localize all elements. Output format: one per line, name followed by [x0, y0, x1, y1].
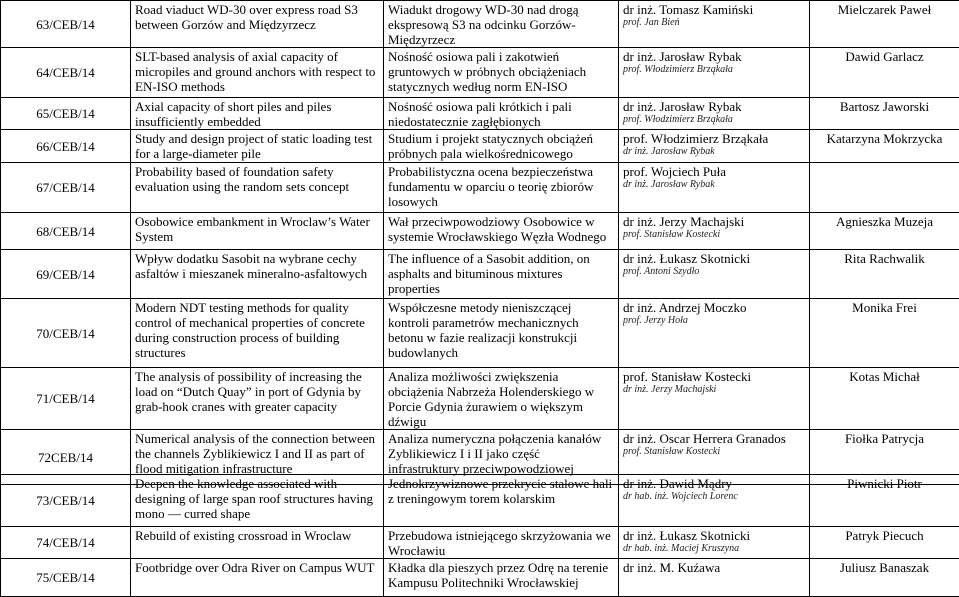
thesis-id: 75/CEB/14: [1, 559, 131, 597]
table-row: [1, 98, 959, 130]
thesis-title-pl: Nośność osiowa pali krótkich i pali niedostatecznie zagłębionych: [384, 98, 619, 130]
table-row: [1, 213, 959, 250]
co-supervisor: prof. Włodzimierz Brząkała: [623, 114, 805, 126]
thesis-title-en: Rebuild of existing crossroad in Wroclaw: [131, 527, 384, 559]
supervisor-cell: [619, 98, 810, 130]
thesis-id: 71/CEB/14: [1, 368, 131, 430]
table-row: [1, 48, 959, 98]
student-name: Fiołka Patrycja: [810, 430, 959, 485]
supervisor-cell: [619, 559, 810, 597]
co-supervisor: dr inż. Jarosław Rybak: [623, 146, 805, 158]
thesis-title-pl: Kładka dla pieszych przez Odrę na terenie Kampusu Politechniki Wrocławskiej: [384, 559, 619, 597]
thesis-title-en: Deepen the knowledge associated with designing of large span roof structures having mono — curred shape: [131, 475, 384, 527]
thesis-id: 72CEB/14: [1, 430, 131, 485]
table-row: [1, 527, 959, 559]
co-supervisor: prof. Jerzy Hoła: [623, 315, 805, 327]
supervisor: dr inż. M. Kuźawa: [623, 560, 805, 575]
student-name: Dawid Garlacz: [810, 48, 959, 98]
thesis-title-pl: Przebudowa istniejącego skrzyżowania we Wrocławiu: [384, 527, 619, 559]
co-supervisor: prof. Włodzimierz Brząkała: [623, 64, 805, 76]
student-name: Kotas Michał: [810, 368, 959, 430]
thesis-title-en: The analysis of possibility of increasing the load on “Dutch Quay” in port of Gdynia by grab-hook cranes with greater capacity: [131, 368, 384, 430]
co-supervisor: dr inż. Jerzy Machajski: [623, 384, 805, 396]
supervisor-cell: [619, 213, 810, 250]
thesis-title-pl: The influence of a Sasobit addition, on asphalts and bituminous mixtures properties: [384, 250, 619, 299]
thesis-title-pl: Analiza możliwości zwiększenia obciążenia Nabrzeża Holenderskiego w Porcie Gdynia żurawiem o większym dźwigu: [384, 368, 619, 430]
supervisor-cell: [619, 250, 810, 299]
table-row: [1, 475, 959, 527]
thesis-id: 70/CEB/14: [1, 299, 131, 368]
student-name: Rita Rachwalik: [810, 250, 959, 299]
co-supervisor: prof. Stanisław Kostecki: [623, 229, 805, 241]
table-row: [1, 559, 959, 597]
student-name: [810, 163, 959, 213]
supervisor: prof. Włodzimierz Brząkała: [623, 131, 805, 146]
thesis-title-pl: Probabilistyczna ocena bezpieczeństwa fundamentu w oparciu o teorię zbiorów losowych: [384, 163, 619, 213]
table-row: [1, 299, 959, 368]
thesis-title-en: Numerical analysis of the connection between the channels Zyblikiewicz I and II as part of flood mitigation infrastructure: [131, 430, 384, 485]
thesis-table-2: [0, 474, 959, 597]
supervisor: dr inż. Andrzej Moczko: [623, 300, 805, 315]
supervisor-cell: [619, 163, 810, 213]
student-name: Patryk Piecuch: [810, 527, 959, 559]
supervisor-cell: [619, 48, 810, 98]
student-name: Piwnicki Piotr: [810, 475, 959, 527]
co-supervisor: prof. Stanisław Kostecki: [623, 446, 805, 458]
thesis-id: 69/CEB/14: [1, 250, 131, 299]
thesis-title-en: Footbridge over Odra River on Campus WUT: [131, 559, 384, 597]
co-supervisor: prof. Antoni Szydło: [623, 266, 805, 278]
supervisor-cell: [619, 130, 810, 163]
thesis-title-pl: Nośność osiowa pali i zakotwień gruntowych w próbnych obciążeniach statycznych według norm EN-ISO: [384, 48, 619, 98]
thesis-title-pl: Analiza numeryczna połączenia kanałów Zyblikiewicz I i II jako część infrastruktury przeciwpowodziowej: [384, 430, 619, 485]
thesis-title-en: Road viaduct WD-30 over express road S3 between Gorzów and Międzyrzecz: [131, 1, 384, 48]
student-name: Katarzyna Mokrzycka: [810, 130, 959, 163]
supervisor: prof. Wojciech Puła: [623, 164, 805, 179]
supervisor-cell: [619, 299, 810, 368]
supervisor-cell: [619, 475, 810, 527]
thesis-id: 68/CEB/14: [1, 213, 131, 250]
student-name: Bartosz Jaworski: [810, 98, 959, 130]
thesis-title-pl: Wał przeciwpowodziowy Osobowice w systemie Wrocławskiego Węzła Wodnego: [384, 213, 619, 250]
table-row: [1, 130, 959, 163]
supervisor: dr inż. Jarosław Rybak: [623, 49, 805, 64]
thesis-id: 74/CEB/14: [1, 527, 131, 559]
table-row: [1, 163, 959, 213]
thesis-title-en: Wpływ dodatku Sasobit na wybrane cechy asfaltów i mieszanek mineralno-asfaltowych: [131, 250, 384, 299]
thesis-title-en: Modern NDT testing methods for quality control of mechanical properties of concrete during construction process of building structures: [131, 299, 384, 368]
thesis-title-en: Study and design project of static loading test for a large-diameter pile: [131, 130, 384, 163]
supervisor: dr inż. Łukasz Skotnicki: [623, 528, 805, 543]
supervisor: prof. Stanisław Kostecki: [623, 369, 805, 384]
student-name: Mielczarek Paweł: [810, 1, 959, 48]
student-name: Monika Frei: [810, 299, 959, 368]
co-supervisor: prof. Jan Bień: [623, 17, 805, 29]
thesis-id: 73/CEB/14: [1, 475, 131, 527]
supervisor: dr inż. Łukasz Skotnicki: [623, 251, 805, 266]
supervisor: dr inż. Jarosław Rybak: [623, 99, 805, 114]
table-row: [1, 1, 959, 48]
co-supervisor: dr hab. inż. Maciej Kruszyna: [623, 543, 805, 555]
supervisor-cell: [619, 1, 810, 48]
thesis-title-pl: Jednokrzywiznowe przekrycie stalowe hali z treningowym torem kolarskim: [384, 475, 619, 527]
supervisor-cell: [619, 368, 810, 430]
thesis-id: 63/CEB/14: [1, 1, 131, 48]
thesis-id: 66/CEB/14: [1, 130, 131, 163]
table-row: [1, 368, 959, 430]
thesis-title-en: Axial capacity of short piles and piles insufficiently embedded: [131, 98, 384, 130]
supervisor-cell: [619, 527, 810, 559]
supervisor: dr inż. Jerzy Machajski: [623, 214, 805, 229]
thesis-title-en: Probability based of foundation safety evaluation using the random sets concept: [131, 163, 384, 213]
thesis-title-en: Osobowice embankment in Wroclaw’s Water System: [131, 213, 384, 250]
supervisor: dr inż. Tomasz Kamiński: [623, 2, 805, 17]
thesis-title-pl: Wiadukt drogowy WD-30 nad drogą ekspresową S3 na odcinku Gorzów-Międzyrzecz: [384, 1, 619, 48]
table-row: [1, 250, 959, 299]
co-supervisor: dr hab. inż. Wojciech Lorenc: [623, 491, 805, 503]
thesis-title-en: SLT-based analysis of axial capacity of micropiles and ground anchors with respect to EN-ISO methods: [131, 48, 384, 98]
supervisor: dr inż. Dawid Mądry: [623, 476, 805, 491]
student-name: Agnieszka Muzeja: [810, 213, 959, 250]
student-name: Juliusz Banaszak: [810, 559, 959, 597]
thesis-title-pl: Współczesne metody nieniszczącej kontroli parametrów mechanicznych betonu w fazie realizacji konstrukcji budowlanych: [384, 299, 619, 368]
thesis-id: 65/CEB/14: [1, 98, 131, 130]
thesis-id: 67/CEB/14: [1, 163, 131, 213]
thesis-id: 64/CEB/14: [1, 48, 131, 98]
supervisor: dr inż. Oscar Herrera Granados: [623, 431, 805, 446]
co-supervisor: dr inż. Jarosław Rybak: [623, 179, 805, 191]
thesis-title-pl: Studium i projekt statycznych obciążeń próbnych pala wielkośrednicowego: [384, 130, 619, 163]
